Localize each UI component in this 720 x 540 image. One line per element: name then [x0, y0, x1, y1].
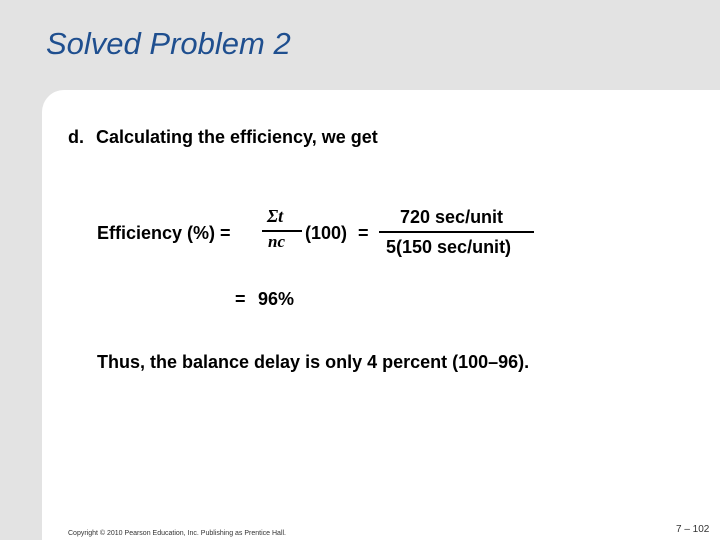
page-number: 7 – 102 [676, 524, 710, 535]
step-label: d. [68, 127, 84, 147]
step-text: Calculating the efficiency, we get [96, 127, 378, 147]
efficiency-result: 96% [258, 289, 295, 309]
sum-t-symbol: Σt [267, 206, 284, 226]
multiplier-100: (100) [305, 223, 348, 243]
equals-sign-2: = [235, 289, 246, 309]
slide-title: Solved Problem 2 [46, 26, 291, 61]
copyright-footer: Copyright © 2010 Pearson Education, Inc. Publishing as Prentice Hall. [68, 530, 287, 537]
nc-symbol: nc [268, 232, 285, 251]
efficiency-label: Efficiency (%) = [97, 223, 231, 243]
numerator-value: 720 sec/unit [400, 207, 504, 227]
fraction-bar-2 [379, 231, 534, 233]
denominator-value: 5(150 sec/unit) [386, 237, 512, 257]
equals-sign-1: = [358, 223, 369, 243]
conclusion-text: Thus, the balance delay is only 4 percent (100–96). [97, 352, 530, 372]
content-panel [42, 90, 720, 540]
